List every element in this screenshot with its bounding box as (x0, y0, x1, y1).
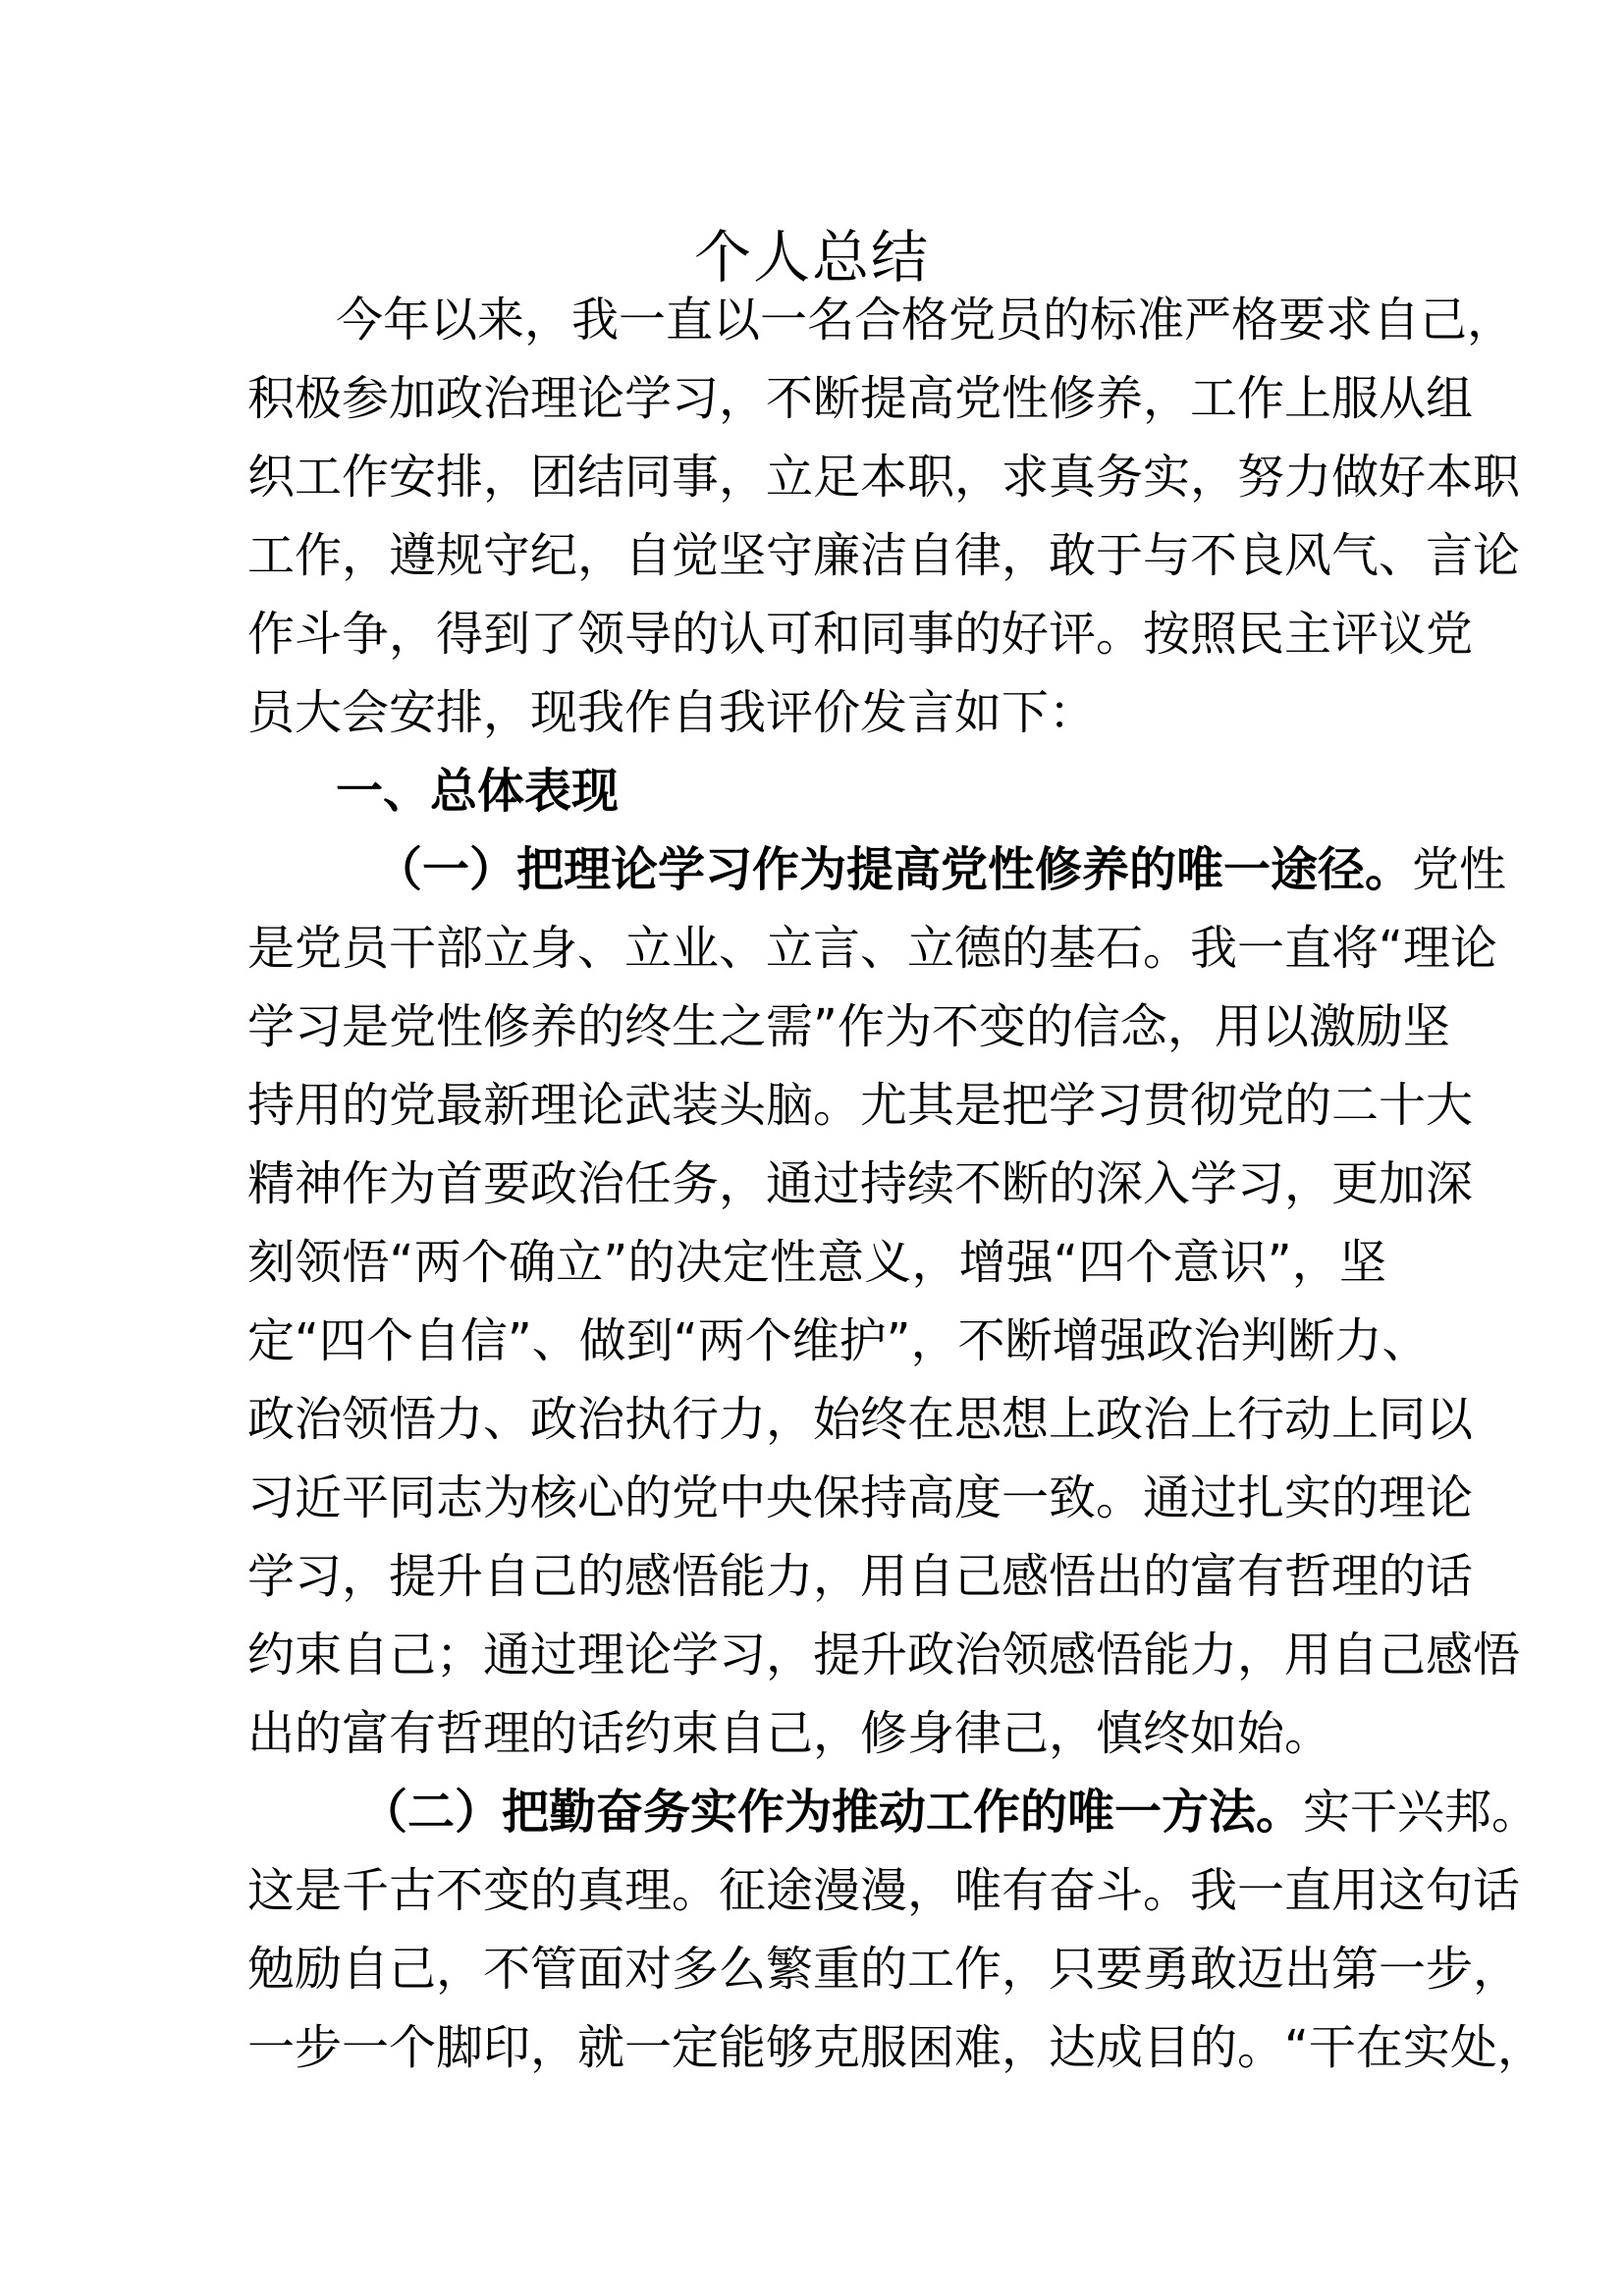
body-text: 精神作为首要政治任务，通过持续不断的深入学习，更加深 (247, 1156, 1474, 1211)
body-text: 约束自己；通过理论学习，提升政治领感悟能力，用自己感悟 (247, 1628, 1521, 1682)
text-line (360, 1773, 1540, 1851)
body-text: 织工作安排，团结同事，立足本职，求真务实，努力做好本职 (247, 450, 1521, 505)
text-line (247, 438, 1521, 516)
text-line (247, 909, 1497, 988)
body-text: 刻领悟“两个确立”的决定性意义，增强“四个意识”，坚 (247, 1235, 1386, 1290)
text-line (247, 1145, 1474, 1223)
body-text: 学习是党性修养的终生之需”作为不变的信念，用以激励坚 (247, 999, 1450, 1054)
text-line (247, 1616, 1521, 1694)
text-line (375, 830, 1507, 909)
body-text: 定“四个自信”、做到“两个维护”，不断增强政治判断力、 (247, 1313, 1430, 1368)
body-text: 作斗争，得到了领导的认可和同事的好评。按照民主评议党 (247, 607, 1474, 662)
text-line (247, 1380, 1474, 1459)
text-line (247, 1537, 1474, 1616)
body-text: 工作，遵规守纪，自觉坚守廉洁自律，敢于与不良风气、言论 (247, 528, 1521, 583)
body-text: 员大会安排，现我作自我评价发言如下： (247, 685, 1097, 740)
text-line (247, 1694, 1386, 1773)
body-text: 一步一个脚印，就一定能够克服困难，达成目的。“干在实处， (247, 2020, 1544, 2075)
body-text: 是党员干部立身、立业、立言、立德的基石。我一直将“理论 (247, 921, 1497, 976)
text-line (247, 1223, 1386, 1302)
body-text: 习近平同志为核心的党中央保持高度一致。通过扎实的理论 (247, 1470, 1474, 1525)
body-text: 实干兴邦。 (1303, 1785, 1540, 1840)
body-text: 勉励自己，不管面对多么繁重的工作，只要勇敢迈出第一步， (247, 1942, 1521, 1997)
text-line (247, 673, 1386, 752)
text-line (247, 1930, 1521, 2008)
body-text: 积极参加政治理论学习，不断提高党性修养，工作上服从组 (247, 371, 1474, 426)
text-line (247, 1302, 1430, 1380)
body-text: 党性 (1412, 842, 1507, 897)
text-line (247, 516, 1521, 595)
body-text: 今年以来，我一直以一名合格党员的标准严格要求自己， (336, 293, 1515, 347)
body-text: 政治领悟力、政治执行力，始终在思想上政治上行动上同以 (247, 1392, 1474, 1447)
text-line (247, 1459, 1474, 1537)
bold-heading-text: （一）把理论学习作为提高党性修养的唯一途径。 (375, 842, 1413, 897)
document-title: 个人总结 (693, 224, 930, 291)
text-line (247, 2008, 1544, 2087)
text-line (247, 1066, 1474, 1145)
text-line (336, 752, 1386, 830)
text-line (247, 988, 1450, 1066)
text-line (247, 359, 1474, 438)
text-line (336, 281, 1515, 359)
text-line (247, 595, 1474, 673)
bold-heading-text: （二）把勤奋务实作为推动工作的唯一方法。 (360, 1785, 1304, 1840)
body-text: 出的富有哲理的话约束自己，修身律己，慎终如始。 (247, 1706, 1332, 1761)
body-text: 这是千古不变的真理。征途漫漫，唯有奋斗。我一直用这句话 (247, 1863, 1521, 1918)
body-text: 学习，提升自己的感悟能力，用自己感悟出的富有哲理的话 (247, 1549, 1474, 1604)
text-line (247, 1851, 1521, 1930)
body-text: 持用的党最新理论武装头脑。尤其是把学习贯彻党的二十大 (247, 1078, 1474, 1133)
bold-heading-text: 一、总体表现 (336, 764, 620, 819)
